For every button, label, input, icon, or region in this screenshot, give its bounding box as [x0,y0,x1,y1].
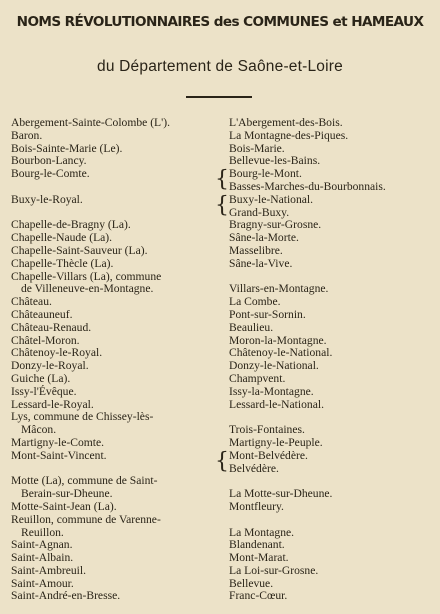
revolutionary-name-entry [229,322,437,335]
revolutionary-name-line: Bois-Marie. [229,141,285,155]
old-name-line: Saint-Ambreuil. [11,563,87,577]
grouping-brace: { [215,167,229,193]
revolutionary-names-column [229,117,437,603]
revolutionary-name-line: Montfleury. [229,499,284,513]
revolutionary-name-entry [229,501,437,514]
old-name-line: Châtenoy-le-Royal. [11,346,103,360]
revolutionary-name-entry [229,245,437,258]
old-name-entry [11,386,223,399]
revolutionary-name-entry [229,411,437,437]
revolutionary-name-entry [229,386,437,399]
revolutionary-name-line: La Montagne-des-Piques. [229,128,349,142]
revolutionary-name-line: Donzy-le-National. [229,359,319,373]
revolutionary-name-entry [229,565,437,578]
document-title: NOMS RÉVOLUTIONNAIRES des COMMUNES et HAMEAUX [16,14,424,30]
revolutionary-name-entry [229,194,437,220]
revolutionary-name-entry [229,309,437,322]
revolutionary-name-line: Mont-Belvédère. [229,448,308,462]
revolutionary-name-line: Beaulieu. [229,320,274,334]
old-name-entry [11,373,223,386]
revolutionary-name-line: Basses-Marches-du-Bourbonnais. [229,179,386,193]
revolutionary-name-line: Belvédère. [229,461,279,475]
revolutionary-name-line: Châtenoy-le-National. [229,346,333,360]
old-name-line: Bourbon-Lancy. [11,154,87,168]
revolutionary-name-line: Grand-Buxy. [229,205,290,219]
old-name-entry [11,194,223,220]
revolutionary-name-line: La Montagne. [229,525,295,539]
revolutionary-name-line: Martigny-le-Peuple. [229,435,323,449]
old-name-line: Châteauneuf. [11,307,73,321]
revolutionary-name-line: La Combe. [229,295,281,309]
revolutionary-name-line: Sâne-la-Morte. [229,231,299,245]
old-name-line: Donzy-le-Royal. [11,359,89,373]
old-name-entry [11,475,223,501]
revolutionary-name-line: Bragny-sur-Grosne. [229,218,322,232]
revolutionary-name-line: L'Abergement-des-Bois. [229,116,343,129]
title-divider [186,96,252,98]
old-name-line: Saint-André-en-Bresse. [11,589,121,603]
revolutionary-name-line: Moron-la-Montagne. [229,333,327,347]
old-name-line: Motte-Saint-Jean (La). [11,499,117,513]
old-name-line: Berain-sur-Dheune. [21,487,113,501]
old-name-entry [11,411,223,437]
revolutionary-name-line: Bourg-le-Mont. [229,167,302,181]
old-name-line: Abergement-Sainte-Colombe (L'). [11,116,170,129]
revolutionary-name-line: Pont-sur-Sornin. [229,307,306,321]
old-name-entry [11,130,223,143]
revolutionary-name-line: Mont-Marat. [229,551,289,565]
old-name-line: Mâcon. [21,423,57,437]
old-name-entry [11,501,223,514]
old-name-line: Saint-Amour. [11,576,74,590]
revolutionary-name-entry [229,450,437,476]
revolutionary-name-entry [229,590,437,603]
revolutionary-name-entry [229,258,437,271]
old-name-entry [11,245,223,258]
old-name-line: Martigny-le-Comte. [11,435,105,449]
old-name-line: Baron. [11,128,43,142]
revolutionary-name-line: Sâne-la-Vive. [229,256,293,270]
old-name-line: de Villeneuve-en-Montagne. [21,282,154,296]
old-name-entry [11,590,223,603]
old-name-line: Chapelle-Naude (La). [11,231,113,245]
old-name-entry [11,309,223,322]
old-name-line: Bourg-le-Comte. [11,167,90,181]
revolutionary-name-entry [229,437,437,450]
old-name-entry [11,117,223,130]
revolutionary-name-line: La Motte-sur-Dheune. [229,487,333,501]
revolutionary-name-entry [229,373,437,386]
old-name-line: Mont-Saint-Vincent. [11,448,107,462]
old-name-entry [11,437,223,450]
revolutionary-name-line: Lessard-le-National. [229,397,324,411]
old-name-line: Motte (La), commune de Saint- [11,474,158,488]
old-name-line: Reuillon. [21,525,64,539]
revolutionary-name-line: Villars-en-Montagne. [229,282,329,296]
old-name-line: Issy-l'Évêque. [11,384,77,398]
old-name-entry [11,514,223,540]
revolutionary-name-entry [229,117,437,130]
revolutionary-name-line: Masselibre. [229,243,283,257]
old-name-line: Lessard-le-Royal. [11,397,94,411]
revolutionary-name-entry [229,552,437,565]
revolutionary-name-line: Trois-Fontaines. [229,423,305,437]
old-name-entry [11,271,223,297]
revolutionary-name-line [229,514,437,527]
old-name-line: Guiche (La). [11,371,71,385]
document-subtitle: du Département de Saône-et-Loire [97,58,343,75]
revolutionary-name-line: Bellevue. [229,576,274,590]
revolutionary-name-line: Champvent. [229,371,286,385]
old-names-column [11,117,223,603]
revolutionary-name-entry [229,168,437,194]
old-name-line: Château. [11,295,52,309]
revolutionary-name-entry [229,130,437,143]
old-name-entry [11,565,223,578]
old-name-line [11,181,223,194]
revolutionary-name-entry [229,514,437,540]
revolutionary-name-entry [229,399,437,412]
old-name-line: Chapelle-de-Bragny (La). [11,218,131,232]
old-name-line: Lys, commune de Chissey-lès- [11,410,154,424]
old-name-entry [11,450,223,476]
old-name-line: Reuillon, commune de Varenne- [11,512,161,526]
old-name-entry [11,322,223,335]
grouping-brace: { [215,448,229,474]
revolutionary-name-line: Issy-la-Montagne. [229,384,314,398]
old-name-line: Saint-Albain. [11,551,74,565]
revolutionary-name-line: Bellevue-les-Bains. [229,154,321,168]
old-name-line: Chapelle-Saint-Sauveur (La). [11,243,148,257]
old-name-line: Buxy-le-Royal. [11,192,83,206]
revolutionary-name-entry [229,271,437,297]
old-name-line: Saint-Agnan. [11,538,73,552]
revolutionary-name-line: Buxy-le-National. [229,192,314,206]
old-name-line: Château-Renaud. [11,320,92,334]
revolutionary-name-entry [229,475,437,501]
revolutionary-name-line: La Loi-sur-Grosne. [229,563,319,577]
old-name-entry [11,168,223,194]
revolutionary-name-line: Franc-Cœur. [229,589,288,603]
revolutionary-name-line: Blandenant. [229,538,285,552]
old-name-line: Châtel-Moron. [11,333,80,347]
old-name-entry [11,258,223,271]
old-name-entry [11,552,223,565]
old-name-line: Chapelle-Villars (La), commune [11,269,162,283]
grouping-brace: { [215,192,229,218]
old-name-line: Bois-Sainte-Marie (Le). [11,141,123,155]
old-name-line: Chapelle-Thècle (La). [11,256,114,270]
